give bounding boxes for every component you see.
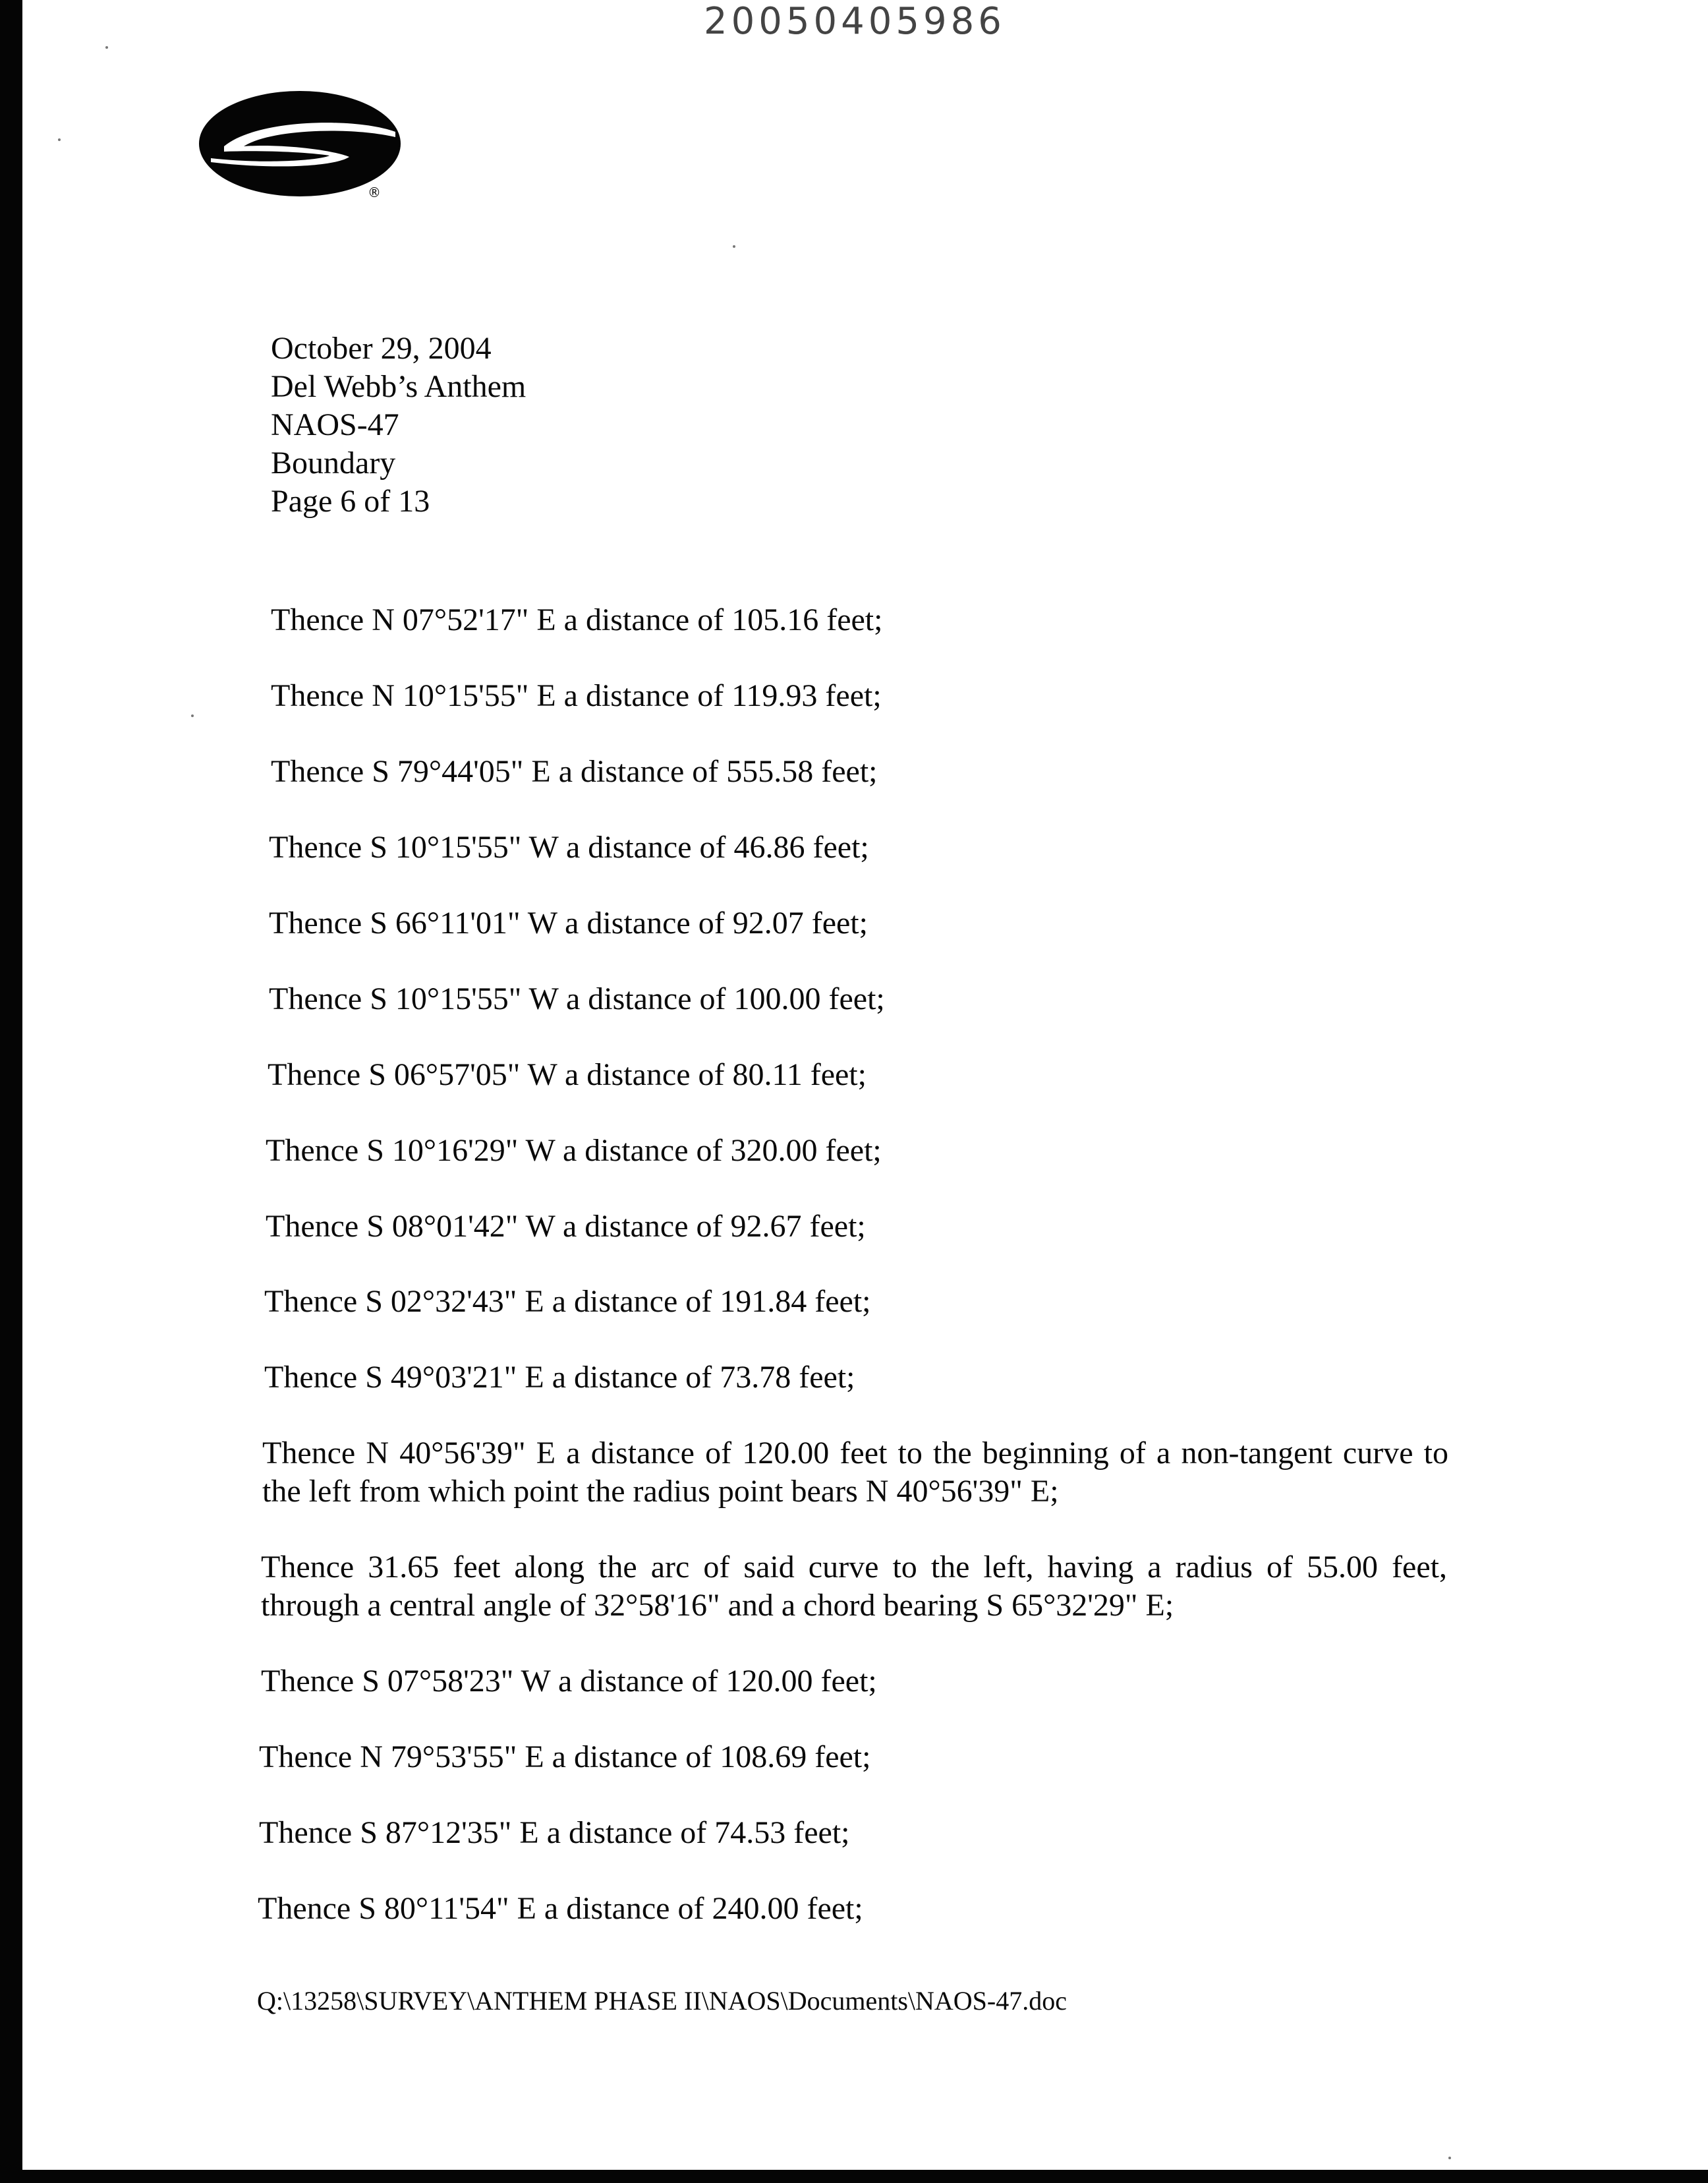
course-3: Thence S 79°44'05" E a distance of 555.58 feet; (271, 754, 878, 789)
course-10: Thence S 02°32'43" E a distance of 191.84 feet; (264, 1284, 871, 1319)
registered-mark: ® (368, 185, 381, 200)
course-12: Thence N 40°56'39" E a distance of 120.00 feet to the beginning of a non-tangent curve to the left from which point the radius point bears N 40°56'39" E; (262, 1436, 1448, 1509)
scan-left-border (0, 0, 22, 2183)
course-15: Thence N 79°53'55" E a distance of 108.69 feet; (259, 1739, 871, 1774)
scan-speck (105, 46, 108, 49)
course-6: Thence S 10°15'55" W a distance of 100.00 feet; (269, 981, 885, 1016)
header-page-number: Page 6 of 13 (271, 484, 430, 519)
del-webb-logo (198, 86, 409, 204)
course-14: Thence S 07°58'23" W a distance of 120.00 feet; (261, 1664, 877, 1699)
course-9: Thence S 08°01'42" W a distance of 92.67 feet; (266, 1209, 866, 1244)
course-17: Thence S 80°11'54" E a distance of 240.00 feet; (258, 1891, 863, 1926)
course-1: Thence N 07°52'17" E a distance of 105.16 feet; (271, 602, 883, 637)
header-section: Boundary (271, 446, 396, 480)
footer-file-path: Q:\13258\SURVEY\ANTHEM PHASE II\NAOS\Documents\NAOS-47.doc (257, 1986, 1068, 2016)
course-13: Thence 31.65 feet along the arc of said curve to the left, having a radius of 55.00 feet, through a central angle of 32°58'16" and a chord bearing S 65°32'29" E; (261, 1550, 1447, 1623)
header-date: October 29, 2004 (271, 331, 492, 366)
course-5: Thence S 66°11'01" W a distance of 92.07 feet; (269, 906, 868, 941)
scan-speck (191, 714, 194, 717)
course-2: Thence N 10°15'55" E a distance of 119.93 feet; (271, 678, 882, 713)
scan-speck (1448, 2157, 1451, 2159)
scan-bottom-border (0, 2170, 1708, 2183)
course-16: Thence S 87°12'35" E a distance of 74.53 feet; (259, 1815, 850, 1850)
scan-speck (58, 138, 61, 141)
header-project: Del Webb’s Anthem (271, 369, 527, 404)
header-parcel: NAOS-47 (271, 407, 399, 442)
document-number: 20050405986 (704, 0, 1006, 43)
letter-header (271, 330, 526, 521)
course-7: Thence S 06°57'05" W a distance of 80.11 feet; (268, 1057, 867, 1092)
course-8: Thence S 10°16'29" W a distance of 320.00 feet; (266, 1133, 882, 1168)
course-11: Thence S 49°03'21" E a distance of 73.78 feet; (264, 1360, 855, 1395)
course-4: Thence S 10°15'55" W a distance of 46.86 feet; (269, 830, 869, 865)
scan-speck (733, 245, 735, 248)
